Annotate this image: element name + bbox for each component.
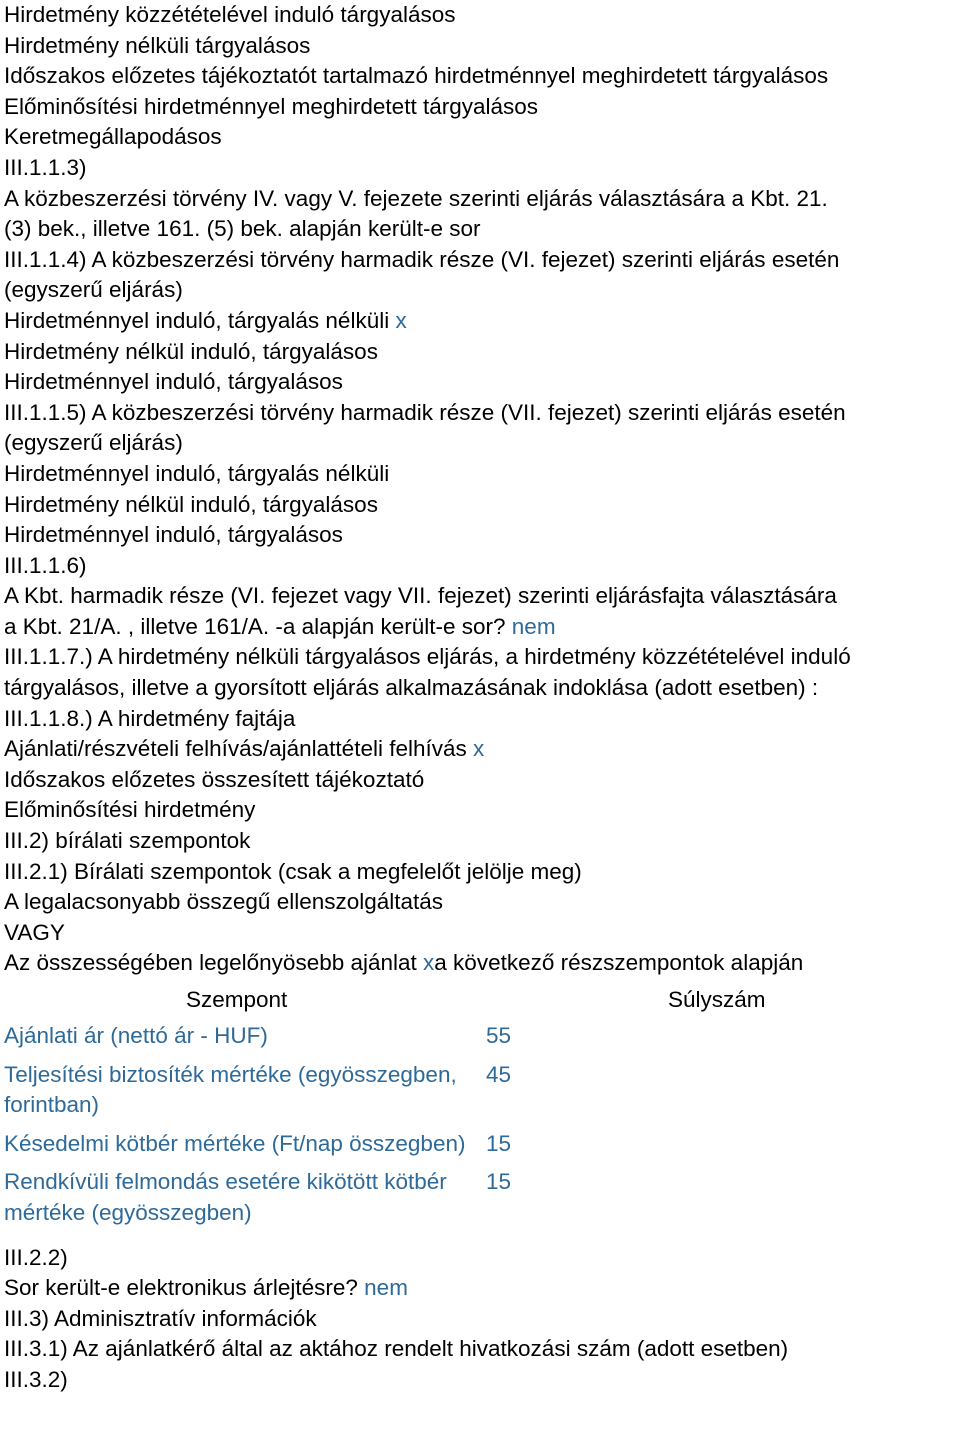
option-line: Időszakos előzetes összesített tájékoztató	[4, 766, 425, 792]
procedure-type-line: Keretmegállapodásos	[4, 124, 222, 150]
criterion-name: Késedelmi kötbér mértéke (Ft/nap összegben)	[4, 1130, 466, 1156]
procedure-type-line: Előminősítési hirdetménnyel meghirdetett tárgyalásos	[4, 93, 539, 119]
criterion-weight: 45	[486, 1061, 512, 1087]
section-text-multiline: III.1.1.7.) A hirdetmény nélküli tárgyalásos eljárás, a hirdetmény közzétételével induló tárgyalásos, illetve a gyorsított eljárás alkalmazásának indoklása (adott esetben) :	[4, 644, 851, 701]
criteria-header	[4, 983, 956, 1017]
answer-value: nem	[511, 613, 556, 639]
option-line: Hirdetménnyel induló, tárgyalás nélküli	[4, 460, 390, 486]
section-text: III.3.1) Az ajánlatkérő által az aktához rendelt hivatkozási szám (adott esetben)	[4, 1336, 789, 1362]
selected-mark: x	[423, 950, 435, 976]
option-line: Hirdetmény nélkül induló, tárgyalásos	[4, 491, 378, 517]
section-text: A közbeszerzési törvény IV. vagy V. fejezete szerinti eljárás választására a Kbt. 21.	[4, 185, 828, 211]
section-text	[4, 1273, 956, 1304]
section-heading: III.1.1.3)	[4, 154, 87, 180]
section-heading: III.3) Adminisztratív információk	[4, 1305, 317, 1331]
criterion-weight: 15	[486, 1169, 512, 1195]
option-label-cont: a következő részszempontok alapján	[434, 950, 804, 976]
section-heading: III.1.1.5) A közbeszerzési törvény harmadik része (VII. fejezet) szerinti eljárás esetén	[4, 399, 846, 425]
section-heading: III.2) bírálati szempontok	[4, 828, 251, 854]
table-row	[4, 1021, 511, 1060]
procedure-type-line: Hirdetmény közzétételével induló tárgyalásos	[4, 2, 456, 27]
criteria-col-weight-header: Súlyszám	[668, 987, 766, 1012]
option-line	[4, 948, 956, 979]
option-line: Hirdetménnyel induló, tárgyalásos	[4, 522, 343, 548]
selected-mark: x	[395, 307, 407, 333]
table-row	[4, 1167, 511, 1236]
option-label: Az összességében legelőnyösebb ajánlat	[4, 950, 424, 976]
section-heading: III.3.2)	[4, 1366, 68, 1392]
section-text: A Kbt. harmadik része (VI. fejezet vagy VII. fejezet) szerinti eljárásfajta választására	[4, 583, 837, 609]
section-heading: III.1.1.4) A közbeszerzési törvény harmadik része (VI. fejezet) szerinti eljárás esetén	[4, 246, 840, 272]
criterion-weight: 55	[486, 1023, 512, 1048]
option-line: Előminősítési hirdetmény	[4, 797, 256, 823]
option-line	[4, 306, 956, 337]
section-text	[4, 612, 956, 643]
section-heading: III.2.2)	[4, 1244, 68, 1270]
table-row	[4, 1129, 511, 1168]
section-heading: III.1.1.6)	[4, 552, 87, 578]
option-line: Hirdetménnyel induló, tárgyalásos	[4, 369, 343, 395]
criterion-name: Rendkívüli felmondás esetére kikötött kötbér mértéke (egyösszegben)	[4, 1169, 447, 1225]
table-row	[4, 1060, 511, 1129]
procedure-type-line: Időszakos előzetes tájékoztatót tartalmazó hirdetménnyel meghirdetett tárgyalásos	[4, 63, 829, 89]
section-heading: III.1.1.8.) A hirdetmény fajtája	[4, 705, 296, 731]
criterion-weight: 15	[486, 1130, 512, 1156]
criteria-table	[4, 1021, 511, 1237]
option-label: Ajánlati/részvételi felhívás/ajánlattételi felhívás	[4, 736, 467, 762]
question-text: Sor került-e elektronikus árlejtésre?	[4, 1275, 358, 1301]
section-text: (3) bek., illetve 161. (5) bek. alapján került-e sor	[4, 216, 481, 242]
selected-mark: x	[473, 736, 485, 762]
option-line	[4, 734, 956, 765]
criterion-name: Ajánlati ár (nettó ár - HUF)	[4, 1023, 268, 1048]
answer-value: nem	[364, 1275, 408, 1301]
procedure-type-line: Hirdetmény nélküli tárgyalásos	[4, 32, 311, 58]
document	[4, 0, 956, 1396]
section-subheading: III.2.1) Bírálati szempontok (csak a megfelelőt jelölje meg)	[4, 858, 582, 884]
option-label: Hirdetménnyel induló, tárgyalás nélküli	[4, 307, 390, 333]
question-text: a Kbt. 21/A. , illetve 161/A. -a alapján került-e sor?	[4, 613, 506, 639]
criteria-col-name-header: Szempont	[186, 987, 288, 1012]
section-subheading: (egyszerű eljárás)	[4, 277, 183, 303]
option-line: Hirdetmény nélkül induló, tárgyalásos	[4, 338, 378, 364]
section-subheading: (egyszerű eljárás)	[4, 430, 183, 456]
or-separator: VAGY	[4, 919, 65, 945]
option-line: A legalacsonyabb összegű ellenszolgáltatás	[4, 889, 444, 915]
criterion-name: Teljesítési biztosíték mértéke (egyösszegben, forintban)	[4, 1061, 457, 1118]
